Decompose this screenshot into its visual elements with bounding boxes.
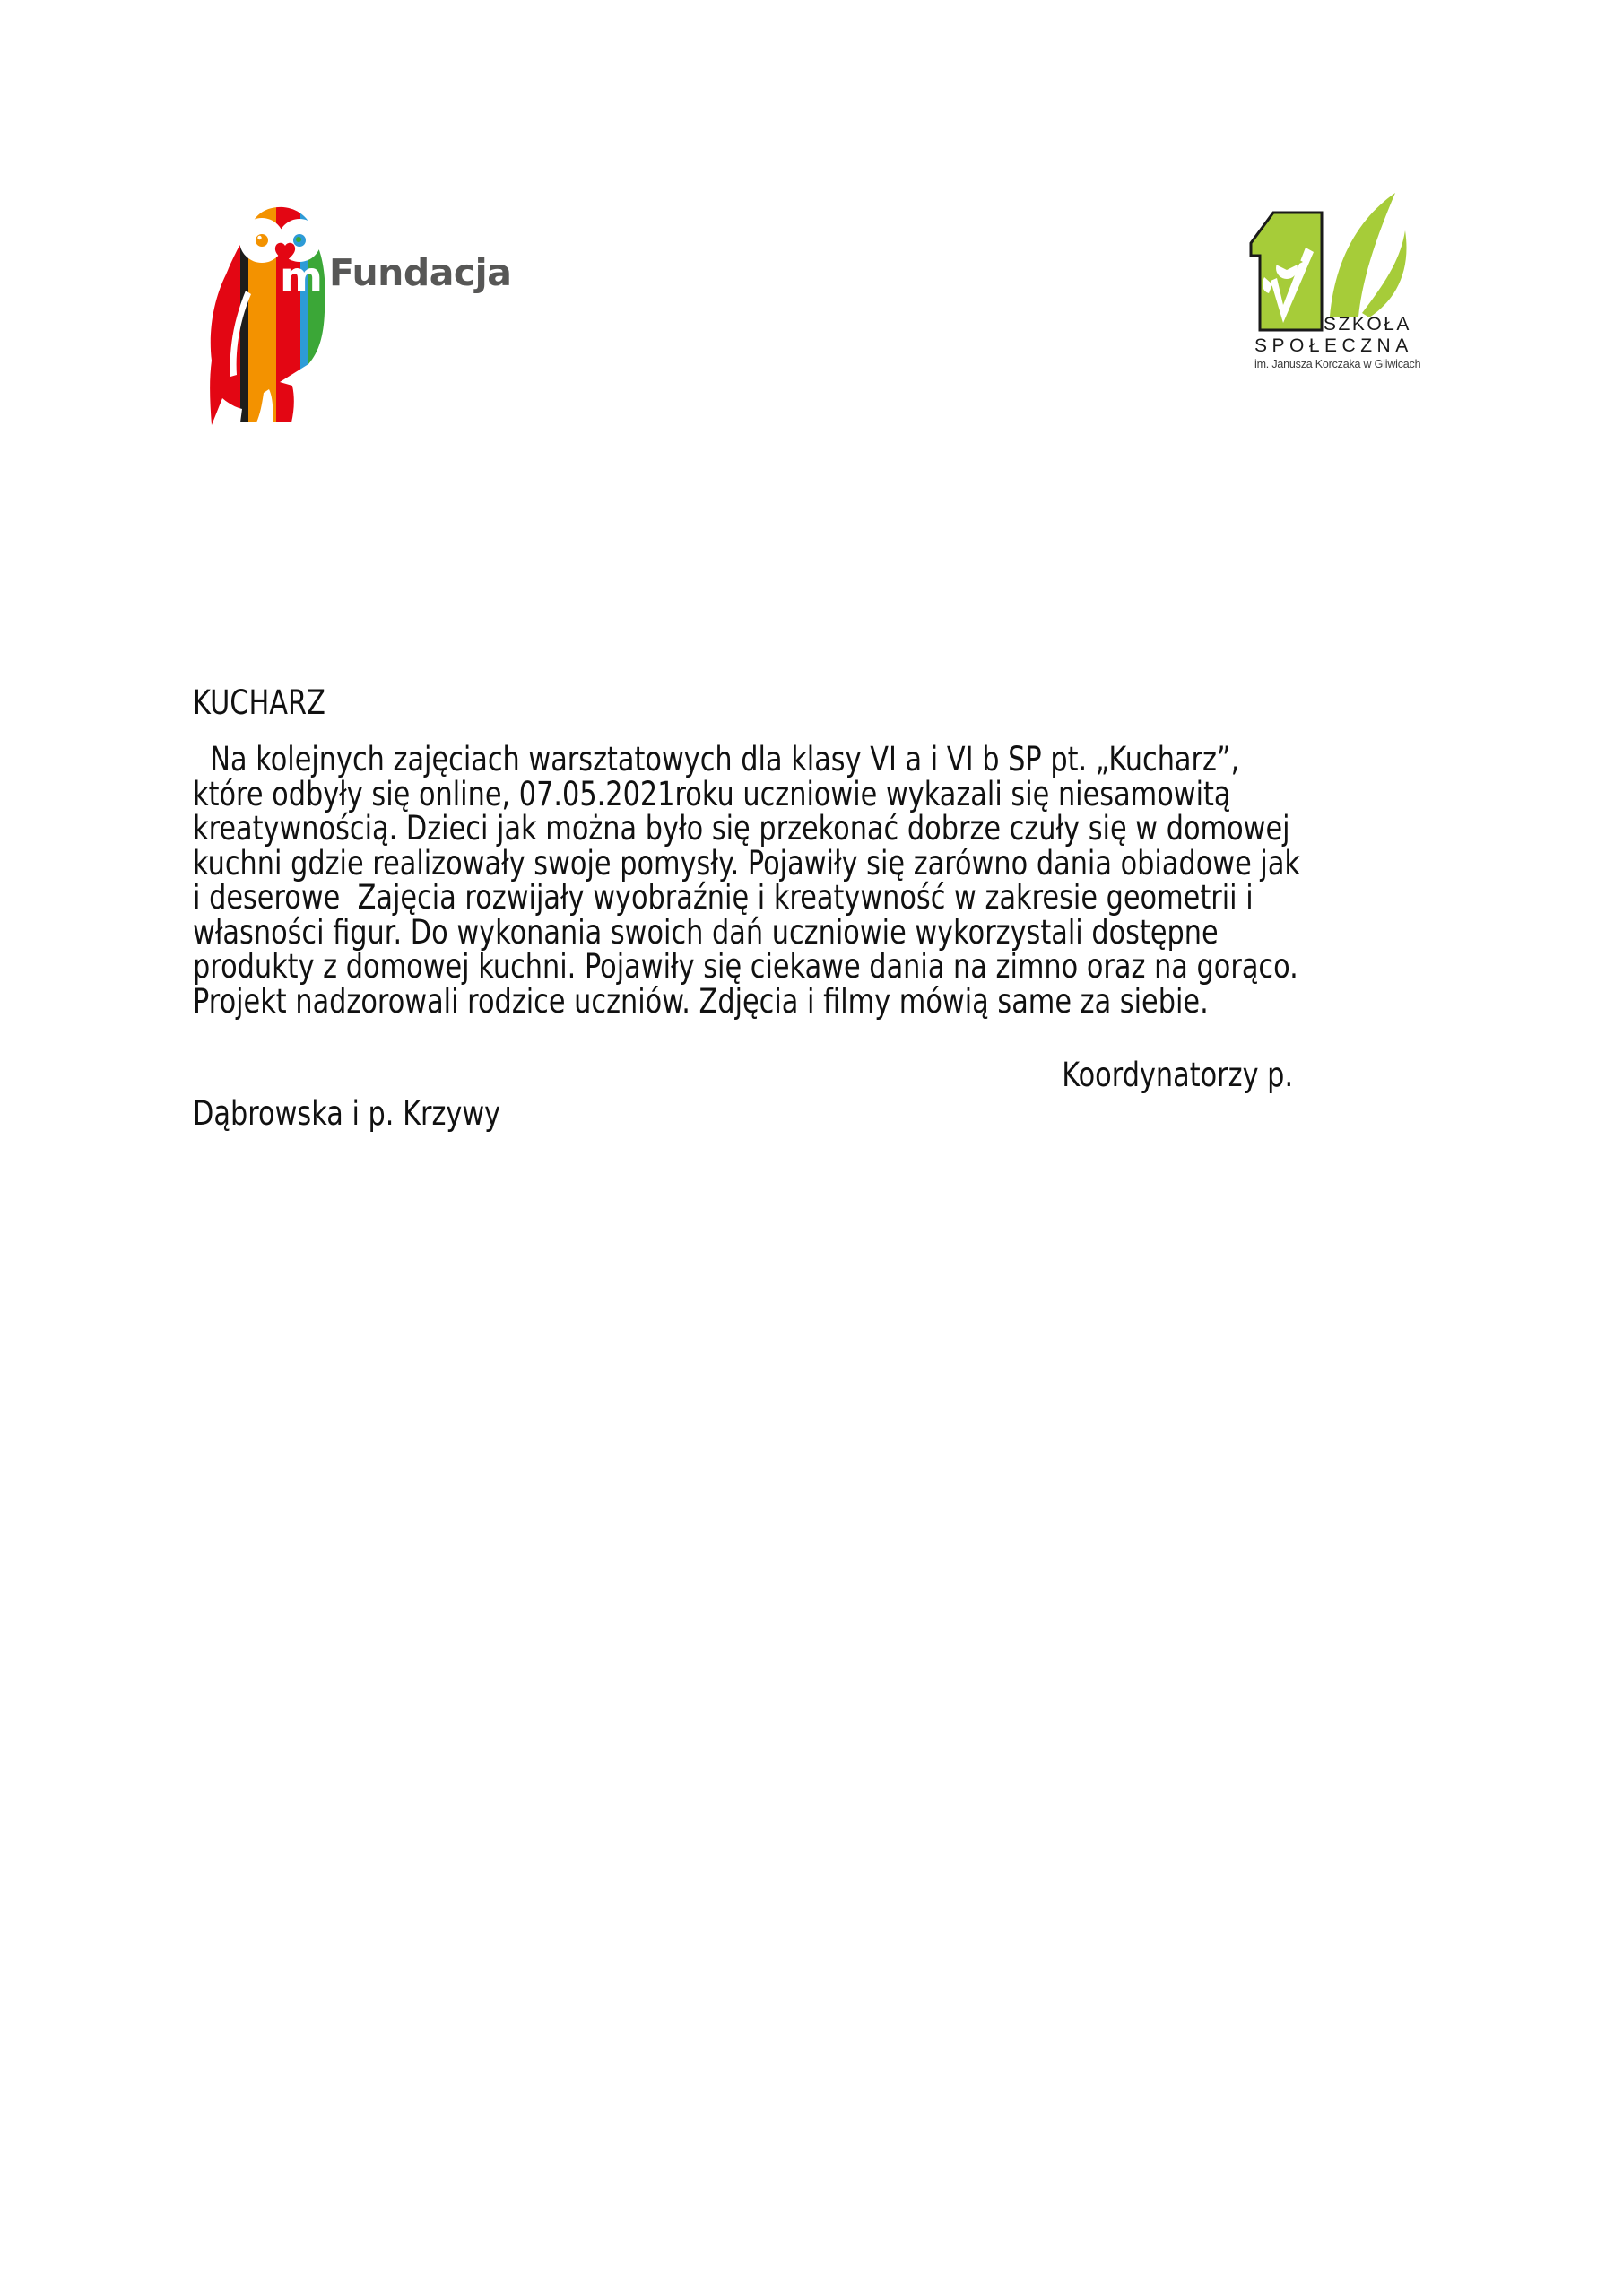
signature-names: Dąbrowska i p. Krzywy: [193, 1094, 501, 1133]
paragraph-line: własności figur. Do wykonania swoich dań uczniowie wykorzystali dostępne: [193, 912, 1219, 952]
mfundacja-owl-icon: [204, 204, 327, 426]
paragraph-line: Projekt nadzorowali rodzice uczniów. Zdjęcia i filmy mówią same za siebie.: [193, 981, 1209, 1021]
document-text-block: [193, 683, 1487, 1152]
paragraph-line: kreatywnością. Dzieci jak można było się przekonać dobrze czuły się w domowej: [193, 809, 1290, 848]
paragraph-line: kuchni gdzie realizowały swoje pomysły. Pojawiły się zarówno dania obiadowe jak: [193, 843, 1300, 883]
mfundacja-wordmark: Fundacja: [329, 251, 512, 294]
school-name-line2: SPOŁECZNA: [1254, 335, 1413, 356]
document-title: KUCHARZ: [193, 683, 325, 722]
owl-m-letter: m: [280, 253, 323, 301]
school-emblem-icon: [1243, 191, 1436, 335]
paragraph-line: które odbyły się online, 07.05.2021roku uczniowie wykazali się niesamowitą: [193, 774, 1231, 813]
school-logo: [1243, 191, 1449, 388]
paragraph-line: i deserowe Zajęcia rozwijały wyobraźnię i kreatywność w zakresie geometrii i: [193, 878, 1254, 917]
school-name-line3: im. Janusza Korczaka w Gliwicach: [1254, 358, 1421, 370]
school-name-line1: SZKOŁA: [1324, 314, 1411, 335]
paragraph-line: produkty z domowej kuchni. Pojawiły się ciekawe dania na zimno oraz na gorąco.: [193, 947, 1298, 986]
mfundacja-logo: [204, 204, 720, 429]
document-paragraph: [193, 740, 1300, 1021]
signature-coordinators: Koordynatorzy p.: [1062, 1056, 1294, 1094]
paragraph-line: Na kolejnych zajęciach warsztatowych dla klasy VI a i VI b SP pt. „Kucharz”,: [193, 740, 1240, 778]
